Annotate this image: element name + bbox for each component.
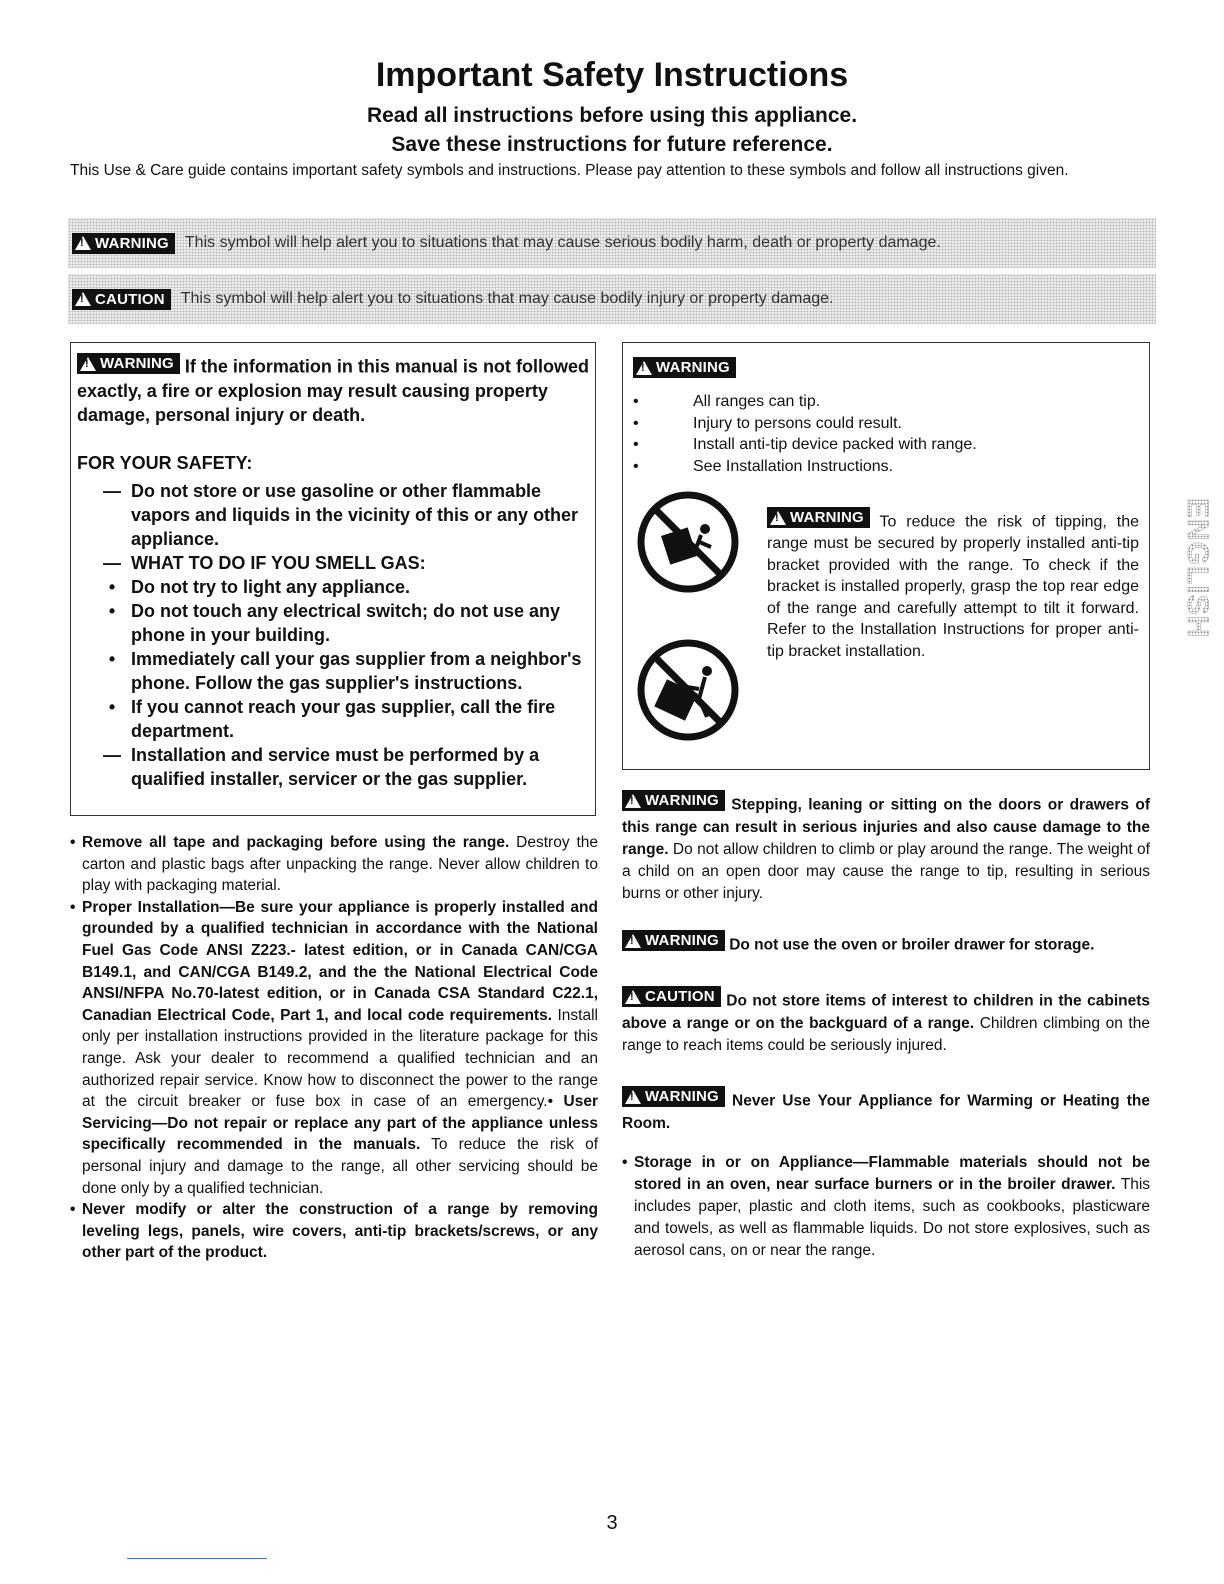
tip-list (633, 391, 977, 477)
anti-tip-instructions: ! WARNING To reduce the risk of tipping, the range must be secured by properly installed anti-tip bracket provided with the range. To check if the bracket is installed properly, grasp the top rear edge of the range and carefully attempt to tilt it forward. Refer to the Installation Instructions for proper anti-tip bracket installation. (767, 507, 1139, 662)
for-your-safety-heading: FOR YOUR SAFETY: (77, 453, 253, 473)
caution-symbol-text: This symbol will help alert you to situations that may cause bodily injury or property damage. (180, 290, 834, 307)
footer-rule (127, 1558, 267, 1559)
warning-triangle-icon (75, 292, 91, 306)
flammable-storage (622, 1152, 1150, 1262)
left-column (70, 832, 598, 1264)
list-item: • Do not touch any electrical switch; do not use any phone in your building. (108, 601, 561, 645)
caution-symbol-band (68, 274, 1156, 324)
warming-warning: ! WARNING Never Use Your Appliance for Warming or Heating the Room. (622, 1086, 1150, 1135)
warning-triangle-icon (625, 1090, 641, 1104)
stepping-warning: ! WARNING Stepping, leaning or sitting on the doors or drawers of this range can result in serious injuries and also cause damage to the range. Do not allow children to climb or play around the range. The weight of a child on an open door may cause the range to tip, resulting in serious burns or other injury. (622, 790, 1150, 905)
warning-label: ! WARNING (767, 507, 870, 528)
warning-label: ! WARNING (72, 233, 175, 254)
warning-label: ! WARNING (77, 353, 180, 374)
warning-triangle-icon (636, 361, 652, 375)
list-item: — WHAT TO DO IF YOU SMELL GAS: (103, 553, 426, 573)
warning-triangle-icon (625, 934, 641, 948)
warning-triangle-icon (80, 357, 96, 371)
caution-label: ! CAUTION (72, 289, 171, 310)
children-caution: ! CAUTION Do not store items of interest to children in the cabinets above a range or on the backguard of a range. Children climbing on the range to reach items could be seriously injured. (622, 986, 1150, 1057)
list-item: • Install anti-tip device packed with range. (633, 434, 977, 456)
warning-triangle-icon (625, 990, 641, 1004)
warning-symbol-band (68, 218, 1156, 268)
page-title: Important Safety Instructions (375, 56, 849, 94)
range-tipping-prohibited-icon (635, 637, 741, 743)
warning-symbol-text: This symbol will help alert you to situations that may cause serious bodily harm, death or property damage. (184, 234, 941, 251)
modify-paragraph: • Never modify or alter the construction of a range by removing leveling legs, panels, wire covers, anti-tip brackets/screws, or any other part of the product. (70, 1201, 598, 1262)
child-climbing-prohibited-icon (635, 489, 741, 595)
list-item: • All ranges can tip. (633, 391, 977, 413)
gas-warning-heading: ! WARNING If the information in this manual is not followed exactly, a fire or explosion may result causing property damage, personal injury or death. (77, 353, 591, 427)
subtitle-read: Read all instructions before using this appliance. (366, 104, 858, 127)
anti-tip-warning-box (622, 342, 1150, 770)
list-item: • See Installation Instructions. (633, 456, 977, 478)
intro-paragraph: This Use & Care guide contains important safety symbols and instructions. Please pay attention to these symbols and follow all instructions given. (70, 162, 1069, 179)
warning-triangle-icon (625, 794, 641, 808)
warning-label: ! WARNING (622, 1086, 725, 1107)
english-side-tab (1160, 498, 1214, 639)
storage-warning: ! WARNING Do not use the oven or broiler drawer for storage. (622, 930, 1150, 957)
warning-label: ! WARNING (633, 357, 736, 378)
gas-warning-box (70, 342, 596, 816)
caution-label: ! CAUTION (622, 986, 721, 1007)
warning-triangle-icon (75, 236, 91, 250)
installation-paragraph: • Proper Installation—Be sure your appliance is properly installed and grounded by a qualified technician in accordance with the National Fuel Gas Code ANSI Z223.- latest edition, or in Canada CAN/CGA B149.1, and CAN/CGA B149.2, and the the National Electrical Code ANSI/NFPA No.70-latest edition, or in Canada CSA Standard C22.1, Canadian Electrical Code, Part 1, and local code requirements. Install only per installation instructions provided in the literature package for this range. Ask your dealer to recommend a qualified technician and an authorized repair service. Know how to disconnect the power to the range at the circuit breaker or fuse box in case of an emergency.• User Servicing—Do not repair or replace any part of the appliance unless specifically recommended in the manuals. To reduce the risk of personal injury and damage to the range, all other servicing should be done only by a qualified technician. (70, 898, 599, 1197)
svg-text:ENGLISH: ENGLISH (1181, 498, 1214, 639)
list-item: • If you cannot reach your gas supplier, call the fire department. (108, 697, 556, 741)
list-item: — Do not store or use gasoline or other flammable vapors and liquids in the vicinity of this or any other appliance. (103, 481, 579, 549)
packaging-paragraph: • Remove all tape and packaging before using the range. Destroy the carton and plastic bags after unpacking the range. Never allow children to play with packaging material. (70, 834, 599, 895)
list-item: • Storage in or on Appliance—Flammable materials should not be stored in an oven, near surface burners or in the broiler drawer. This includes paper, plastic and cloth items, such as cookbooks, plasticware and towels, as well as flammable liquids. Do not store explosives, such as aerosol cans, on or near the range. (622, 1154, 1151, 1259)
safety-list (77, 479, 593, 791)
warning-label: ! WARNING (622, 930, 725, 951)
list-item: — Installation and service must be performed by a qualified installer, servicer or the gas supplier. (103, 745, 540, 789)
list-item: • Immediately call your gas supplier from a neighbor's phone. Follow the gas supplier's instructions. (108, 649, 582, 693)
list-item: • Injury to persons could result. (633, 413, 977, 435)
warning-label: ! WARNING (622, 790, 725, 811)
subtitle-save: Save these instructions for future reference. (391, 133, 833, 156)
list-item: • Do not try to light any appliance. (108, 577, 411, 597)
page-number: 3 (606, 1512, 618, 1534)
warning-triangle-icon (770, 511, 786, 525)
